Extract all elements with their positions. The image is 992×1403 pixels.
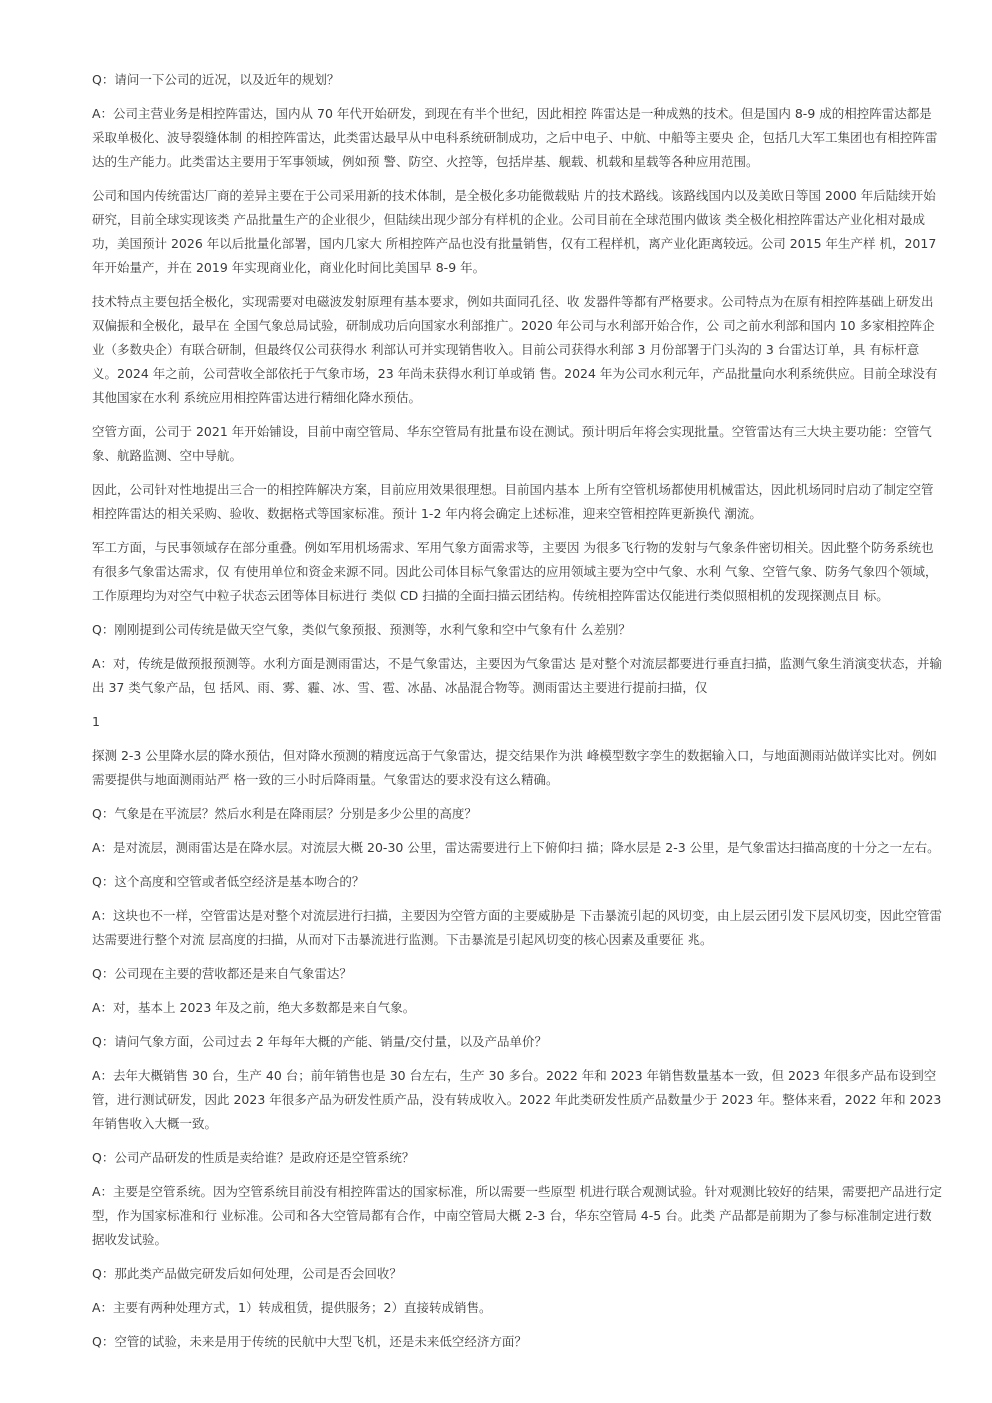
page-number: 1	[92, 714, 100, 729]
question-paragraph: Q：那此类产品做完研发后如何处理，公司是否会回收？	[92, 1266, 402, 1281]
body-paragraph: 技术特点主要包括全极化，实现需要对电磁波发射原理有基本要求，例如共面同孔径、收 发器件等都有严格要求。公司特点为在原有相控阵基础上研发出双偏振和全极化，最早在 全国气象总局试验，研制成功后向国家水利部推广。2020 年公司与水利部开始合作，公 司之前水利部和国内 10 多家相控阵企业（多数央企）有联合研制，但最终仅公司获得水 利部认可并实现销售收入。目前公司获得水利部 3 月份部署于门头沟的 3 台雷达订单，具 有标杆意义。2024 年之前，公司营收全部依托于气象市场，23 年尚未获得水利订单或销 售。2024 年为公司水利元年，产品批量向水利系统供应。目前全球没有其他国家在水利 系统应用相控阵雷达进行精细化降水预估。	[92, 294, 938, 405]
answer-paragraph: A：公司主营业务是相控阵雷达，国内从 70 年代开始研发，到现在有半个世纪，因此相控 阵雷达是一种成熟的技术。但是国内 8-9 成的相控阵雷达都是采取单极化、波导裂缝体制 的相控阵雷达，此类雷达最早从中电科系统研制成功，之后中电子、中航、中船等主要央 企，包括几大军工集团也有相控阵雷达的生产能力。此类雷达主要用于军事领域，例如预 警、防空、火控等，包括岸基、舰载、机载和星载等各种应用范围。	[92, 106, 938, 169]
answer-paragraph: A：是对流层，测雨雷达是在降水层。对流层大概 20-30 公里，雷达需要进行上下俯仰扫 描；降水层是 2-3 公里，是气象雷达扫描高度的十分之一左右。	[92, 840, 940, 855]
answer-paragraph: A：对，传统是做预报预测等。水利方面是测雨雷达，不是气象雷达，主要因为气象雷达 是对整个对流层都要进行垂直扫描，监测气象生消演变状态，并输出 37 类气象产品，包 括风、雨、雾、霾、冰、雪、雹、冰晶、冰晶混合物等。测雨雷达主要进行提前扫描，仅	[92, 656, 943, 695]
document-body	[92, 68, 944, 1364]
question-paragraph: Q：请问气象方面，公司过去 2 年每年大概的产能、销量/交付量，以及产品单价？	[92, 1034, 547, 1049]
question-paragraph: Q：公司现在主要的营收都还是来自气象雷达？	[92, 966, 352, 981]
body-paragraph: 军工方面，与民事领域存在部分重叠。例如军用机场需求、军用气象方面需求等，主要因 为很多飞行物的发射与气象条件密切相关。因此整个防务系统也有很多气象雷达需求，仅 有使用单位和资金来源不同。因此公司体目标气象雷达的应用领域主要为空中气象、水利 气象、空管气象、防务气象四个领域，工作原理均为对空气中粒子状态云团等体目标进行 类似 CD 扫描的全面扫描云团结构。传统相控阵雷达仅能进行类似照相机的发现探测点目 标。	[92, 540, 938, 603]
question-paragraph: Q：空管的试验，未来是用于传统的民航中大型飞机，还是未来低空经济方面？	[92, 1334, 527, 1349]
question-paragraph: Q：这个高度和空管或者低空经济是基本吻合的？	[92, 874, 365, 889]
answer-paragraph: A：主要是空管系统。因为空管系统目前没有相控阵雷达的国家标准，所以需要一些原型 机进行联合观测试验。针对观测比较好的结果，需要把产品进行定型，作为国家标准和行 业标准。公司和各大空管局都有合作，中南空管局大概 2-3 台，华东空管局 4-5 台。此类 产品都是前期为了参与标准制定进行数据收发试验。	[92, 1184, 943, 1247]
question-paragraph: Q：公司产品研发的性质是卖给谁？是政府还是空管系统？	[92, 1150, 415, 1165]
body-paragraph: 因此，公司针对性地提出三合一的相控阵解决方案，目前应用效果很理想。目前国内基本 上所有空管机场都使用机械雷达，因此机场同时启动了制定空管相控阵雷达的相关采购、验收、数据格式等国家标准。预计 1-2 年内将会确定上述标准，迎来空管相控阵更新换代 潮流。	[92, 482, 934, 521]
body-paragraph: 空管方面，公司于 2021 年开始铺设，目前中南空管局、华东空管局有批量布设在测试。预计明后年将会实现批量。空管雷达有三大块主要功能：空管气象、航路监测、空中导航。	[92, 424, 932, 463]
answer-paragraph: A：主要有两种处理方式，1）转成租赁，提供服务；2）直接转成销售。	[92, 1300, 492, 1315]
body-paragraph: 公司和国内传统雷达厂商的差异主要在于公司采用新的技术体制，是全极化多功能微载贴 片的技术路线。该路线国内以及美欧日等国 2000 年后陆续开始研究，目前全球实现该类 产品批量生产的企业很少，但陆续出现少部分有样机的企业。公司目前在全球范围内做该 类全极化相控阵雷达产业化相对最成功，美国预计 2026 年以后批量化部署，国内几家大 所相控阵产品也没有批量销售，仅有工程样机，离产业化距离较远。公司 2015 年生产样 机，2017 年开始量产，并在 2019 年实现商业化，商业化时间比美国早 8-9 年。	[92, 188, 937, 275]
answer-paragraph: A：这块也不一样，空管雷达是对整个对流层进行扫描，主要因为空管方面的主要威胁是 下击暴流引起的风切变，由上层云团引发下层风切变，因此空管雷达需要进行整个对流 层高度的扫描，从而对下击暴流进行监测。下击暴流是引起风切变的核心因素及重要征 兆。	[92, 908, 943, 947]
question-paragraph: Q：刚刚提到公司传统是做天空气象，类似气象预报、预测等，水利气象和空中气象有什 么差别？	[92, 622, 631, 637]
question-paragraph: Q：气象是在平流层？然后水利是在降雨层？分别是多少公里的高度？	[92, 806, 477, 821]
answer-paragraph: A：对，基本上 2023 年及之前，绝大多数都是来自气象。	[92, 1000, 416, 1015]
question-paragraph: Q：请问一下公司的近况，以及近年的规划？	[92, 72, 340, 87]
answer-paragraph: A：去年大概销售 30 台，生产 40 台；前年销售也是 30 台左右，生产 30 多台。2022 年和 2023 年销售数量基本一致，但 2023 年很多产品布设到空管，进行测试研发，因此 2023 年很多产品为研发性质产品，没有转成收入。2022 年此类研发性质产品数量少于 2023 年。整体来看，2022 年和 2023 年销售收入大概一致。	[92, 1068, 942, 1131]
body-paragraph: 探测 2-3 公里降水层的降水预估，但对降水预测的精度远高于气象雷达，提交结果作为洪 峰模型数字孪生的数据输入口，与地面测雨站做详实比对。例如需要提供与地面测雨站严 格一致的三小时后降雨量。气象雷达的要求没有这么精确。	[92, 748, 937, 787]
